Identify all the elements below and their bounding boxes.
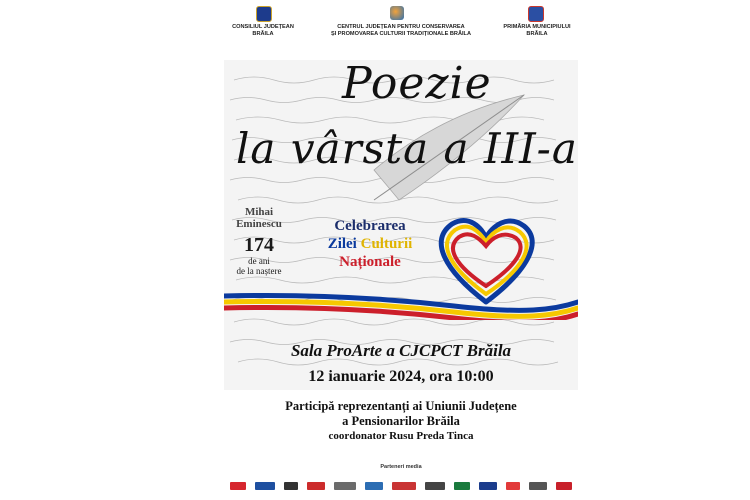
celebration-line3: Naționale — [339, 254, 401, 270]
eminescu-name: Mihai Eminescu — [236, 206, 282, 230]
partner-logo-icon — [506, 482, 520, 490]
city-hall-label: PRIMĂRIA MUNICIPIULUI BRĂILA — [503, 24, 571, 37]
eminescu-years: 174 — [244, 234, 274, 256]
media-partner-logos — [230, 480, 572, 492]
celebration-line1: Celebrarea — [334, 218, 406, 234]
venue-text: Sala ProArte a CJCPCT Brăila — [290, 341, 512, 360]
poster-title-line1: Poezie — [342, 58, 492, 109]
tricolor-ribbon-heart — [224, 210, 578, 320]
city-hall-crest-icon — [528, 6, 544, 22]
county-council-label: CONSILIUL JUDEȚEAN BRĂILA — [232, 24, 294, 37]
media-partners-label: Parteneri media — [380, 464, 422, 470]
partner-logo-icon — [255, 482, 275, 490]
participants-line2: a Pensionarilor Brăila — [342, 414, 460, 428]
partner-logo-icon — [479, 482, 497, 490]
partner-logo-icon — [392, 482, 416, 490]
partner-logo-icon — [230, 482, 246, 490]
partner-logo-icon — [334, 482, 356, 490]
partner-logo-icon — [307, 482, 325, 490]
cjcpct-label: CENTRUL JUDEȚEAN PENTRU CONSERVAREA ȘI PROMOVAREA CULTURII TRADIȚIONALE BRĂILA — [330, 24, 472, 37]
cjcpct-logo-icon — [390, 6, 404, 20]
partner-logo-icon — [529, 482, 547, 490]
partner-logo-icon — [284, 482, 298, 490]
partner-logo-icon — [556, 482, 572, 490]
county-crest-icon — [256, 6, 272, 22]
organizers-header — [224, 6, 578, 50]
partner-logo-icon — [425, 482, 445, 490]
event-poster — [224, 0, 578, 500]
poster-title-line2: la vârsta a III-a — [236, 124, 578, 173]
date-time-text: 12 ianuarie 2024, ora 10:00 — [308, 368, 494, 385]
eminescu-since-birth: de ani de la naștere — [236, 256, 282, 276]
partner-logo-icon — [365, 482, 383, 490]
participants-line1: Participă reprezentanți ai Uniunii Județene — [285, 399, 517, 413]
coordinator-text: coordonator Rusu Preda Tinca — [328, 430, 474, 442]
celebration-line2: Zilei Culturii — [327, 236, 413, 252]
partner-logo-icon — [454, 482, 470, 490]
